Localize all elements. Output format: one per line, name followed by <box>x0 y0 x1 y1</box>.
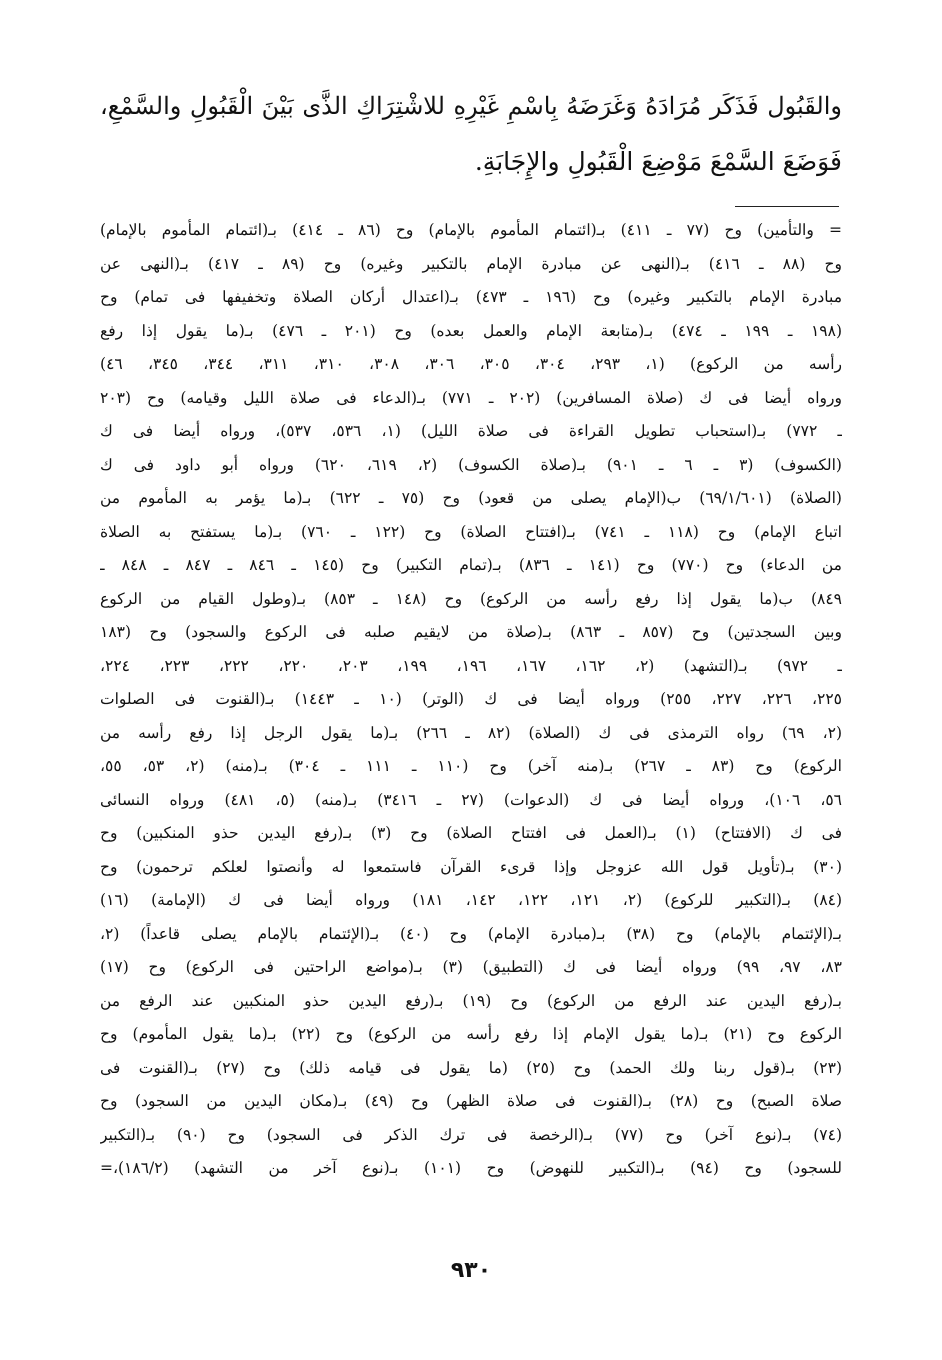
footnote-line: = والتأمين) وح (٧٧ ـ ٤١١) بـ(ائتمام المأموم بالإمام) وح (٨٦ ـ ٤١٤) بـ(ائتمام المأموم بالإمام) <box>100 221 842 239</box>
footnote-line: ورواه أيضا فى ك (صلاة المسافرين) (٢٠٢ ـ ٧٧١) بـ(الدعاء فى صلاة الليل وقيامه) وح (٢٠٣ <box>100 388 842 407</box>
footnote-line: (الكسوف) (٣ ـ ٦ ـ ٩٠١) بـ(صلاة الكسوف) (٢، ٦١٩، ٦٢٠) ورواه أبو داود فى ك <box>100 455 842 474</box>
footnote-line: من الدعاء) وح (٧٧٠) وح (١٤١ ـ ٨٣٦) بـ(تمام التكبير) وح (١٤٥ ـ ٨٤٦ ـ ٨٤٧ ـ ٨٤٨ ـ <box>100 556 842 574</box>
footnote-line: الركوع) وح (٨٣ ـ ٢٦٧) بـ(منه آخر) وح (١١٠ ـ ١١١ ـ ٣٠٤) بـ(منه) (٢، ٥٣، ٥٥، <box>100 757 842 775</box>
footnote-line: ٢٢٥، ٢٢٦، ٢٢٧، ٢٥٥) ورواه أيضا فى ك (الوتر) (١٠ ـ ١٤٤٣) بـ(القنوت فى الصلوات <box>100 690 842 708</box>
footnote-line: صلاة الصبح) وح (٢٨) بـ(القنوت فى صلاة الظهر) وح (٤٩) بـ(مكان اليدين من السجود) وح <box>100 1092 842 1110</box>
footnote-divider <box>735 206 839 207</box>
footnote-line: (٨٤) بـ(التكبير للركوع) (٢، ١٢١، ١٢٢، ١٤٢، ١٨١) ورواه أيضا فى ك (الإمامة) (١٦) <box>100 891 842 909</box>
footnote-line: رأسه من الركوع) (١، ٢٩٣، ٣٠٤، ٣٠٥، ٣٠٦، ٣٠٨، ٣١٠، ٣١١، ٣٤٤، ٣٤٥، ٤٦) <box>100 355 842 373</box>
footnote-line: اتباع الإمام) وح (١١٨ ـ ٧٤١) بـ(افتتاح الصلاة) وح (١٢٢ ـ ٧٦٠) بـ(ما يستفتح به الصلاة <box>100 522 842 541</box>
footnote-line: ـ ٧٧٢) بـ(استحباب تطويل القراءة فى صلاة الليل) (١، ٥٣٦، ٥٣٧)، ورواه أيضا فى ك <box>100 422 842 440</box>
footnote-line: ٨٤٩) ب(ما يقول إذا رفع رأسه من الركوع) وح (١٤٨ ـ ٨٥٣) بـ(وطول القيام من الركوع <box>100 589 842 608</box>
page-number: ٩٣٠ <box>450 1258 492 1283</box>
footnote-line: ٥٦، ١٠٦)، ورواه أيضا فى ك (الدعوات) (٢٧ ـ ٣٤١٦) بـ(منه) (٥، ٤٨١) ورواه النسائى <box>100 790 842 809</box>
main-text-line: فَوَضَعَ السَّمْعَ مَوْضِعَ الْقَبُولِ والإِجَابَةِ. <box>474 147 842 176</box>
footnote-line: (٢، ٦٩) رواه الترمذى فى ك (الصلاة) (٨٢ ـ ٢٦٦) بـ(ما يقول الرجل إذا رفع رأسه من <box>100 723 842 742</box>
footnote-line: (١٩٨ ـ ١٩٩ ـ ٤٧٤) بـ(متابعة الإمام والعمل بعده) وح (٢٠١ ـ ٤٧٦) بـ(ما يقول إذا رفع <box>100 321 842 340</box>
footnote-line: وح (٨٨ ـ ٤١٦) بـ(النهى عن مبادرة الإمام بالتكبير وغيره) وح (٨٩ ـ ٤١٧) بـ(النهى عن <box>100 254 842 273</box>
footnote-line: مبادرة الإمام بالتكبير وغيره) وح (١٩٦ ـ ٤٧٣) بـ(اعتدال أركان الصلاة وتخفيفها فى تمام) وح <box>100 288 842 306</box>
footnote-line: فى ك (الافتتاح) (١) بـ(العمل فى افتتاح الصلاة) وح (٣) بـ(رفع اليدين حذو المنكبين) وح <box>100 824 842 842</box>
footnote-line: بـ(رفع اليدين عند الرفع من الركوع) وح (١٩) بـ(رفع اليدين حذو المنكبين عند الرفع من <box>100 991 842 1010</box>
footnote-line: (٣٠) بـ(تأويل قول الله عزوجل وإذا قرىء القرآن فاستمعوا له وأنصتوا لعلكم ترحمون) وح <box>100 857 842 876</box>
main-text-line: والقَبُول فَذَكَر مُرَادَهُ وَغَرَضَهُ بِاسْمِ غَيْرِهِ للاشْتِرَاكِ الذَّى بَيْنَ الْقَبُولِ والسَّمْعِ، <box>100 92 842 120</box>
footnote-line: ـ ٩٧٢) بـ(التشهد) (٢، ١٦٢، ١٦٧، ١٩٦، ١٩٩، ٢٠٣، ٢٢٠، ٢٢٢، ٢٢٣، ٢٢٤، <box>100 656 842 675</box>
footnote-block <box>100 214 842 1186</box>
footnote-line: للسجود) وح (٩٤) بـ(التكبير للنهوض) وح (١٠١) بـ(نوع آخر من التشهد) (١٨٦/٢)،= <box>100 1159 842 1177</box>
footnote-line: بـ(الإئتمام بالإمام) وح (٣٨) بـ(مبادرة الإمام) وح (٤٠) بـ(الإئتمام بالإمام يصلى قاعداً) (٢، <box>100 924 842 943</box>
footnote-line: (٧٤) بـ(نوع آخر) وح (٧٧) بـ(الرخصة فى ترك الذكر فى السجود) وح (٩٠) بـ(التكبير <box>100 1125 842 1144</box>
footnote-line: (الصلاة) (٦٩/١/٦٠١) ب(الإمام يصلى من قعود) وح (٧٥ ـ ٦٢٢) بـ(ما يؤمر به المأموم من <box>100 489 842 507</box>
footnote-line: ٨٣، ٩٧، ٩٩) ورواه أيضا فى ك (التطبيق) (٣) بـ(مواضع الراحتين فى الركوع) وح (١٧) <box>100 958 842 976</box>
footnote-line: (٢٣) بـ(قول ربنا ولك الحمد) وح (٢٥) (ما يقول فى قيامه ذلك) وح (٢٧) بـ(القنوت فى <box>100 1058 842 1077</box>
footnote-line: الركوع وح (٢١) بـ(ما يقول الإمام إذا رفع رأسه من الركوع) وح (٢٢) بـ(ما يقول المأموم) وح <box>100 1025 842 1043</box>
main-text <box>100 78 842 190</box>
footnote-line: وبين السجدتين) وح (٨٥٧ ـ ٨٦٣) بـ(صلاة من لايقيم صلبه فى الركوع والسجود) وح (١٨٣ <box>100 623 842 641</box>
